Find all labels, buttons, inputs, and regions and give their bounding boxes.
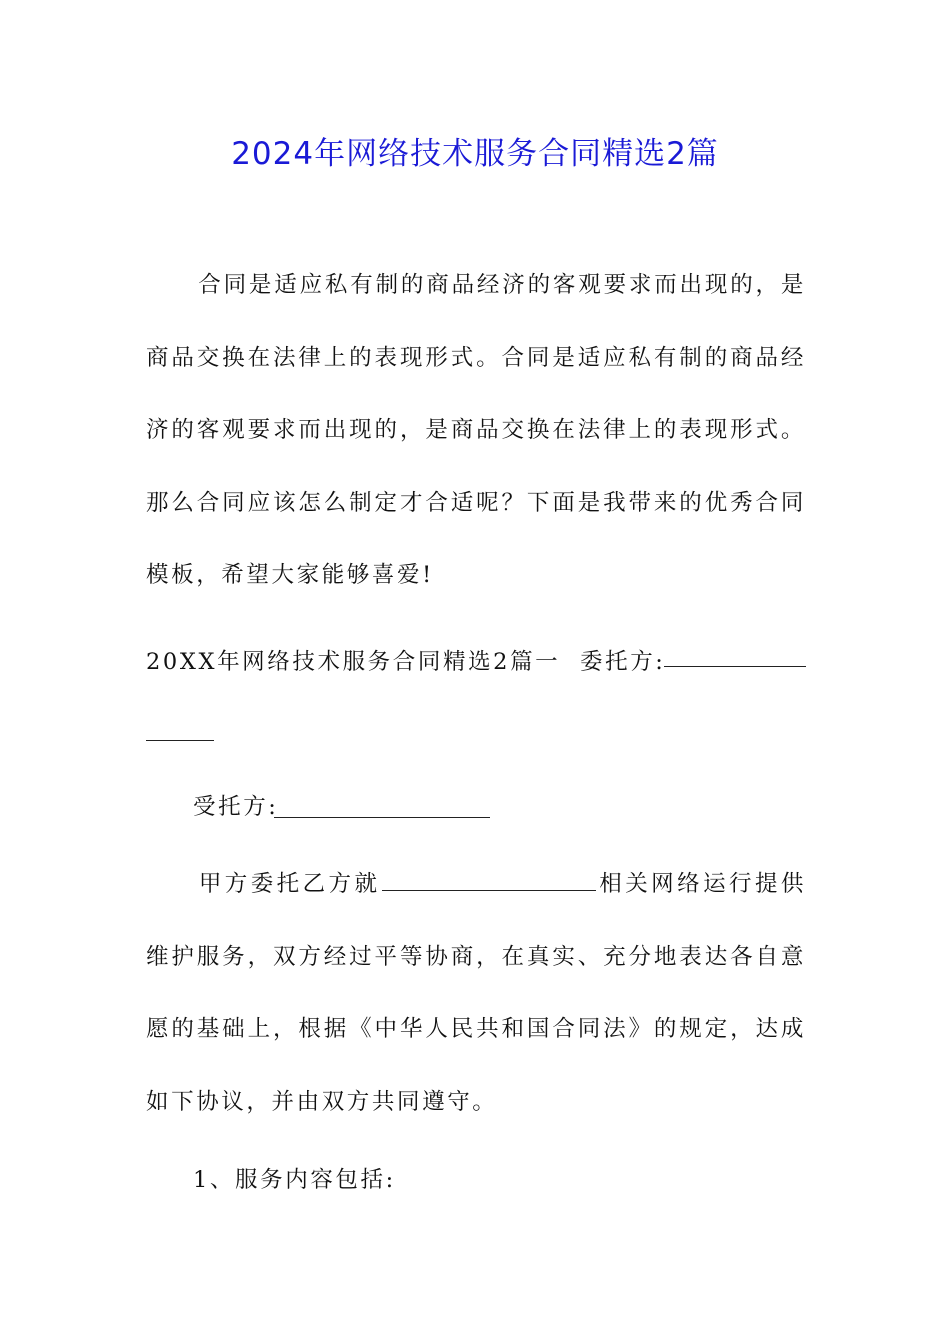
service-content-heading: 1、服务内容包括: — [193, 1167, 396, 1193]
entrusting-party-blank — [664, 665, 806, 667]
section-heading: 20XX年网络技术服务合同精选2篇一 — [146, 649, 561, 675]
intro-paragraph-text: 合同是适应私有制的商品经济的客观要求而出现的，是商品交换在法律上的表现形式。合同是适应私有制的商品经济的客观要求而出现的，是商品交换在法律上的表现形式。那么合同应该怎么制定才合适呢？下面是我带来的优秀合同模板，希望大家能够喜爱! — [146, 272, 806, 588]
document-title: 2024年网络技术服务合同精选2篇 — [231, 136, 719, 172]
agreement-paragraph — [146, 848, 806, 1138]
entrusting-party-blank-continued — [146, 739, 214, 741]
project-name-blank — [382, 889, 596, 891]
agreement-text-start: 甲方委托乙方就 — [198, 871, 381, 897]
intro-paragraph — [146, 249, 806, 612]
agreement-text-rest: 相关网络运行提供维护服务，双方经过平等协商，在真实、充分地表达各自意愿的基础上，根据《中华人民共和国合同法》的规定，达成如下协议，并由双方共同遵守。 — [146, 871, 806, 1115]
entrusting-party-label: 委托方: — [580, 649, 666, 675]
entrusted-party-label: 受托方: — [193, 794, 279, 820]
entrusted-party-blank — [274, 816, 490, 818]
